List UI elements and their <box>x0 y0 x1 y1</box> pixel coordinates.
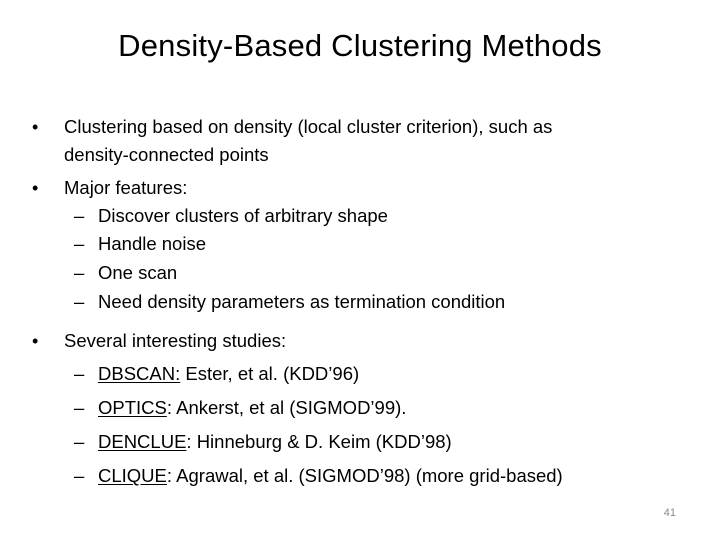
bullet-1-text-line1: Clustering based on density (local cluster criterion), such as <box>64 116 553 137</box>
page-number: 41 <box>663 507 676 519</box>
study-link-clique[interactable]: CLIQUE <box>98 465 167 486</box>
study-item <box>98 362 359 386</box>
bullet-1-text-line2: density-connected points <box>64 144 269 165</box>
sub-bullet-marker: – <box>74 397 85 418</box>
study-citation: : Ankerst, et al (SIGMOD’99). <box>166 397 407 418</box>
study-link-denclue[interactable]: DENCLUE <box>98 431 187 452</box>
study-item <box>98 396 406 420</box>
study-item <box>98 464 563 488</box>
sub-bullet-text: One scan <box>98 262 178 283</box>
bullet-2-text: Major features: <box>64 177 188 198</box>
sub-bullet-text: Need density parameters as termination condition <box>98 291 506 312</box>
sub-bullet-marker: – <box>74 233 85 254</box>
sub-bullet-marker: – <box>74 431 85 452</box>
sub-bullet-marker: – <box>74 205 85 226</box>
slide-title: Density-Based Clustering Methods <box>118 28 602 63</box>
bullet-marker: • <box>32 331 39 351</box>
sub-bullet-text: Discover clusters of arbitrary shape <box>98 205 388 226</box>
sub-bullet-marker: – <box>74 363 85 384</box>
sub-bullet-marker: – <box>74 291 85 312</box>
study-item <box>98 430 452 454</box>
study-citation: Ester, et al. (KDD’96) <box>180 363 360 384</box>
study-citation: : Agrawal, et al. (SIGMOD’98) (more grid-based) <box>166 465 563 486</box>
bullet-3-text: Several interesting studies: <box>64 330 287 351</box>
study-citation: : Hinneburg & D. Keim (KDD’98) <box>186 431 452 452</box>
study-link-optics[interactable]: OPTICS <box>98 397 167 418</box>
sub-bullet-marker: – <box>74 262 85 283</box>
sub-bullet-marker: – <box>74 465 85 486</box>
bullet-marker: • <box>32 178 39 198</box>
bullet-marker: • <box>32 117 39 137</box>
sub-bullet-text: Handle noise <box>98 233 206 254</box>
study-link-dbscan[interactable]: DBSCAN: <box>98 363 181 384</box>
